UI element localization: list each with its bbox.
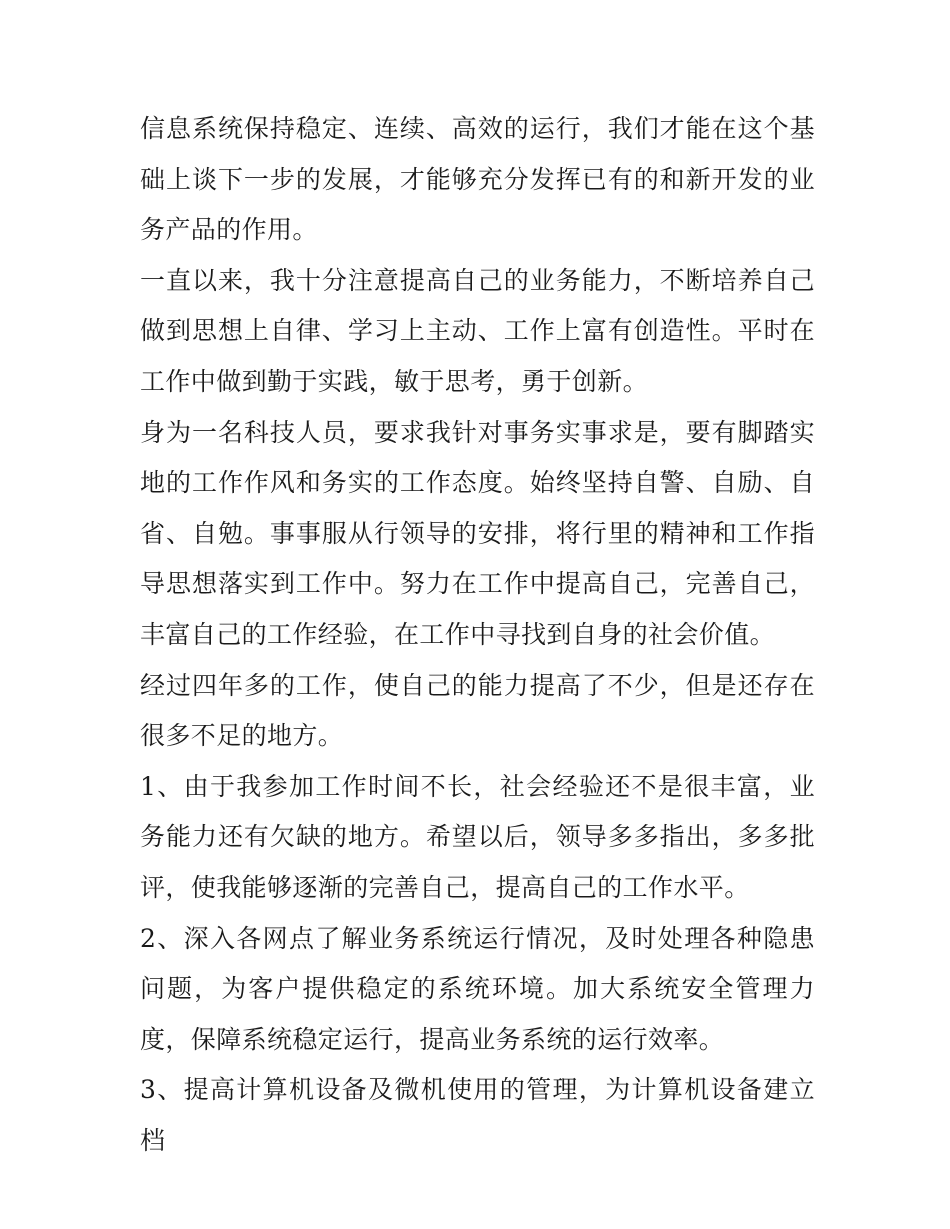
- document-body: [140, 104, 815, 1166]
- paragraph-work-attitude: 身为一名科技人员，要求我针对事务实事求是，要有脚踏实地的工作作风和务实的工作态度。始终坚持自警、自励、自省、自勉。事事服从行领导的安排，将行里的精神和工作指导思想落实到工作中。努力在工作中提高自己，完善自己，丰富自己的工作经验，在工作中寻找到自身的社会价值。: [140, 417, 815, 649]
- paragraph-system-stability: 信息系统保持稳定、连续、高效的运行，我们才能在这个基础上谈下一步的发展，才能够充分发挥已有的和新开发的业务产品的作用。: [140, 114, 815, 245]
- paragraph-shortcomings: 经过四年多的工作，使自己的能力提高了不少，但是还存在很多不足的地方。: [140, 670, 815, 751]
- paragraph-business-ability: 一直以来，我十分注意提高自己的业务能力，不断培养自己做到思想上自律、学习上主动、工作上富有创造性。平时在工作中做到勤于实践，敏于思考，勇于创新。: [140, 265, 815, 396]
- list-item-1: 1、由于我参加工作时间不长，社会经验还不是很丰富，业务能力还有欠缺的地方。希望以后，领导多多指出，多多批评，使我能够逐渐的完善自己，提高自己的工作水平。: [140, 771, 815, 902]
- list-item-2: 2、深入各网点了解业务系统运行情况，及时处理各种隐患问题，为客户提供稳定的系统环境。加大系统安全管理力度，保障系统稳定运行，提高业务系统的运行效率。: [140, 923, 815, 1054]
- list-item-3: 3、提高计算机设备及微机使用的管理，为计算机设备建立档: [140, 1075, 815, 1155]
